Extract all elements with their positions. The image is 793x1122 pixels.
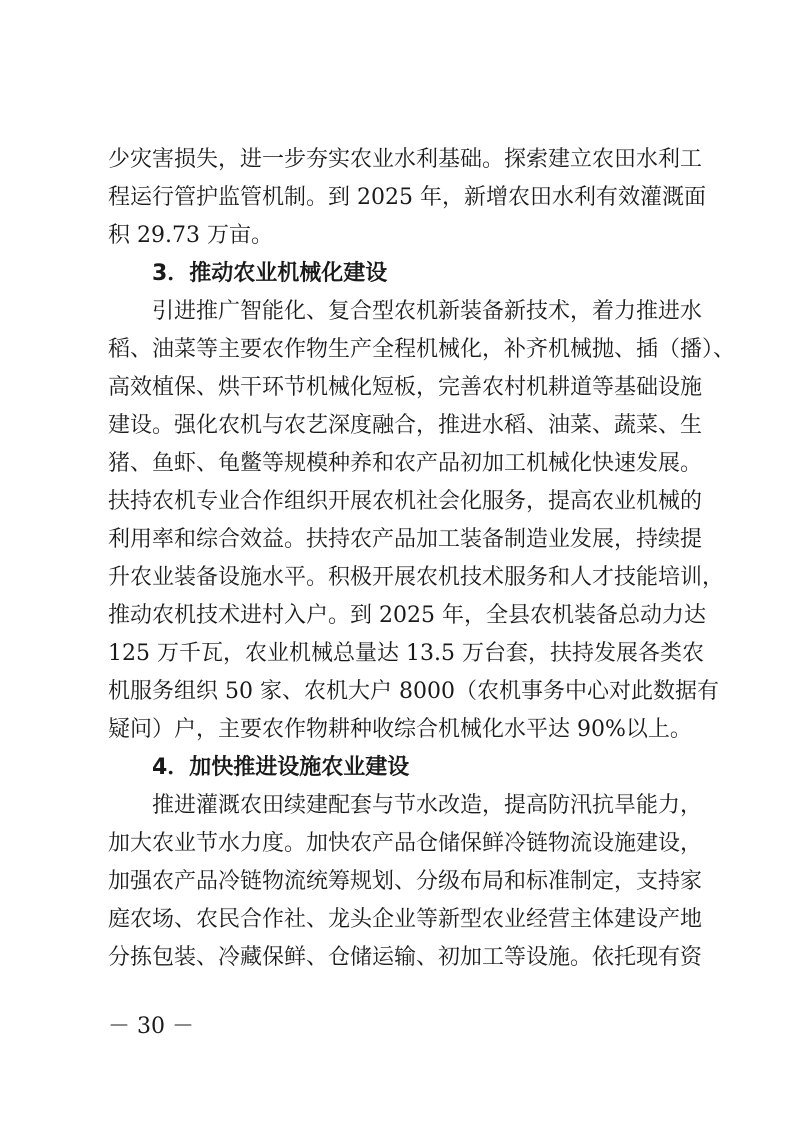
paragraph-line: 利用率和综合效益。扶持农产品加工装备制造业发展，持续提 xyxy=(108,527,703,552)
paragraph-line: 推进灌溉农田续建配套与节水改造，提高防汛抗旱能力， xyxy=(152,793,703,818)
paragraph-line: 庭农场、农民合作社、龙头企业等新型农业经营主体建设产地 xyxy=(108,907,703,932)
paragraph-line: 高效植保、烘干环节机械化短板，完善农村机耕道等基础设施 xyxy=(108,375,703,400)
paragraph-line: 125 万千瓦，农业机械总量达 13.5 万台套，扶持发展各类农 xyxy=(108,641,704,666)
paragraph-line: 程运行管护监管机制。到 2025 年，新增农田水利有效灌溉面 xyxy=(108,185,706,210)
paragraph-line: 引进推广智能化、复合型农机新装备新技术，着力推进水 xyxy=(152,299,703,324)
paragraph-line: 猪、鱼虾、龟鳖等规模种养和农产品初加工机械化快速发展。 xyxy=(108,451,703,476)
paragraph-line: 加大农业节水力度。加快农产品仓储保鲜冷链物流设施建设， xyxy=(108,831,703,856)
paragraph-line: 疑问）户，主要农作物耕种收综合机械化水平达 90%以上。 xyxy=(108,717,692,742)
section-heading: 3．推动农业机械化建设 xyxy=(152,261,388,286)
paragraph-line: 加强农产品冷链物流统筹规划、分级布局和标准制定，支持家 xyxy=(108,869,703,894)
paragraph-line: 机服务组织 50 家、农机大户 8000（农机事务中心对此数据有 xyxy=(108,679,719,704)
paragraph-line: 建设。强化农机与农艺深度融合，推进水稻、油菜、蔬菜、生 xyxy=(108,413,703,438)
paragraph-line: 稻、油菜等主要农作物生产全程机械化，补齐机械抛、插（播）、 xyxy=(108,337,736,362)
paragraph-line: 推动农机技术进村入户。到 2025 年，全县农机装备总动力达 xyxy=(108,603,706,628)
paragraph-line: 少灾害损失，进一步夯实农业水利基础。探索建立农田水利工 xyxy=(108,147,703,172)
section-heading: 4．加快推进设施农业建设 xyxy=(152,755,410,780)
page-number: － 30 － xyxy=(108,1014,194,1039)
paragraph-line: 积 29.73 万亩。 xyxy=(108,223,273,248)
paragraph-line: 升农业装备设施水平。积极开展农机技术服务和人才技能培训， xyxy=(108,565,725,590)
paragraph-line: 扶持农机专业合作组织开展农机社会化服务，提高农业机械的 xyxy=(108,489,703,514)
paragraph-line: 分拣包装、冷藏保鲜、仓储运输、初加工等设施。依托现有资 xyxy=(108,945,703,970)
